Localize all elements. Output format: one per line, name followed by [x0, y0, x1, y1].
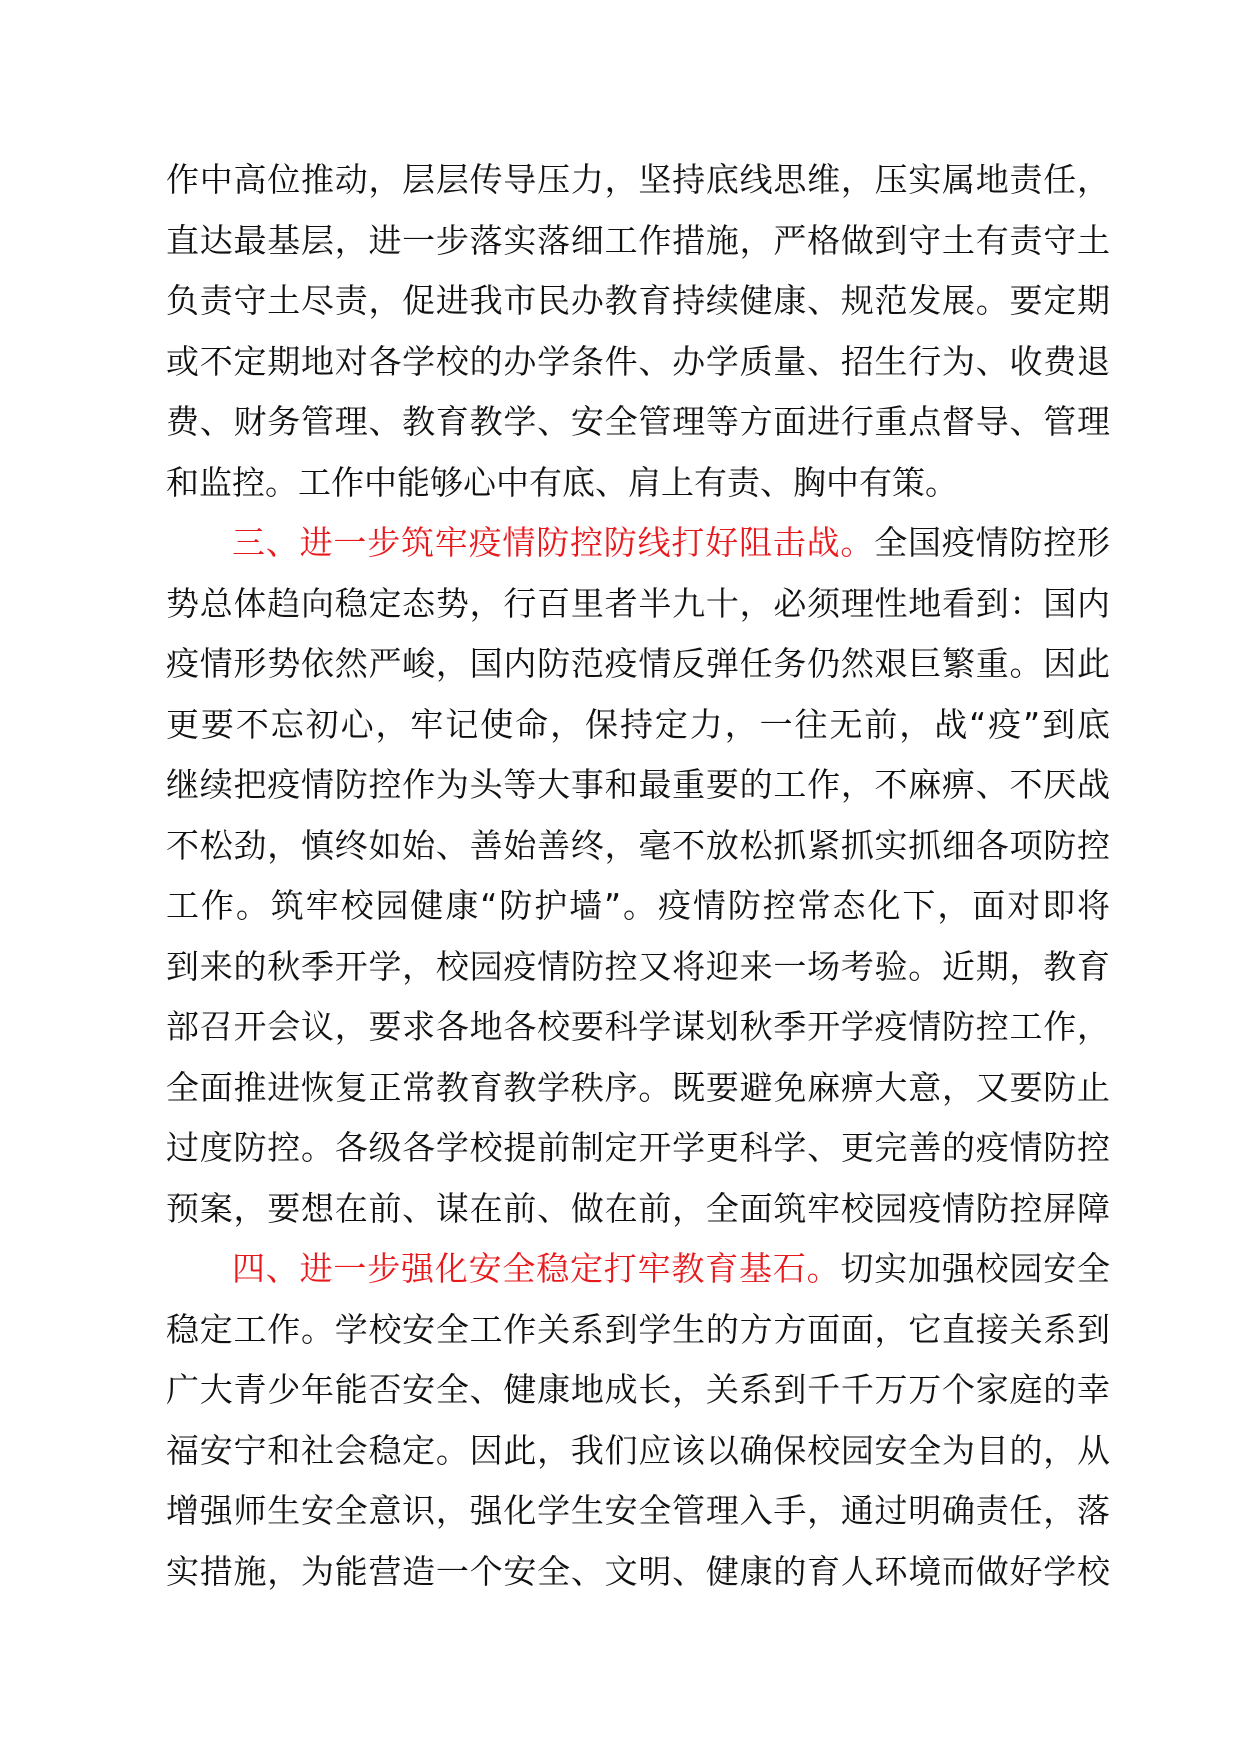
body-line: 部召开会议，要求各地各校要科学谋划秋季开学疫情防控工作，	[166, 1007, 1110, 1046]
body-line: 到来的秋季开学，校园疫情防控又将迎来一场考验。近期，教育	[166, 946, 1110, 986]
body-line: 实措施，为能营造一个安全、文明、健康的育人环境而做好学校	[166, 1551, 1110, 1591]
body-line: 广大青少年能否安全、健康地成长，关系到千千万万个家庭的幸	[166, 1370, 1110, 1409]
body-line: 势总体趋向稳定态势，行百里者半九十，必须理性地看到：国内	[166, 583, 1110, 623]
section4-heading: 四、进一步强化安全稳定打牢教育基石。	[232, 1249, 841, 1288]
body-line: 疫情形势依然严峻，国内防范疫情反弹任务仍然艰巨繁重。因此	[166, 644, 1110, 683]
body-line: 增强师生安全意识，强化学生安全管理入手，通过明确责任，落	[166, 1491, 1110, 1530]
body-line: 直达最基层，进一步落实落细工作措施，严格做到守土有责守土	[166, 220, 1110, 260]
document-body	[166, 150, 1110, 1602]
body-line: 福安宁和社会稳定。因此，我们应该以确保校园安全为目的，从	[166, 1430, 1110, 1470]
body-line: 过度防控。各级各学校提前制定开学更科学、更完善的疫情防控	[166, 1128, 1110, 1167]
section3-first-line-text: 全国疫情防控形	[874, 523, 1111, 562]
body-line: 作中高位推动，层层传导压力，坚持底线思维，压实属地责任，	[166, 160, 1110, 199]
body-line: 更要不忘初心，牢记使命，保持定力，一往无前，战“疫”到底	[166, 704, 1110, 744]
body-line: 和监控。工作中能够心中有底、肩上有责、胸中有策。	[166, 462, 958, 502]
section4-first-line	[166, 1239, 1110, 1300]
body-line: 费、财务管理、教育教学、安全管理等方面进行重点督导、管理	[166, 402, 1110, 441]
section4-first-line-text: 切实加强校园安全	[840, 1249, 1111, 1288]
body-line: 工作。筑牢校园健康“防护墙”。疫情防控常态化下，面对即将	[166, 886, 1110, 925]
body-line: 预案，要想在前、谋在前、做在前，全面筑牢校园疫情防控屏障	[166, 1188, 1110, 1228]
section3-heading: 三、进一步筑牢疫情防控防线打好阻击战。	[232, 523, 875, 562]
body-line: 继续把疫情防控作为头等大事和最重要的工作，不麻痹、不厌战	[166, 765, 1110, 804]
body-line: 负责守土尽责，促进我市民办教育持续健康、规范发展。要定期	[166, 281, 1110, 320]
body-line: 不松劲，慎终如始、善始善终，毫不放松抓紧抓实抓细各项防控	[166, 825, 1110, 865]
body-line: 全面推进恢复正常教育教学秩序。既要避免麻痹大意，又要防止	[166, 1067, 1110, 1107]
body-line: 或不定期地对各学校的办学条件、办学质量、招生行为、收费退	[166, 341, 1110, 381]
body-line: 稳定工作。学校安全工作关系到学生的方方面面，它直接关系到	[166, 1309, 1110, 1349]
section3-first-line	[166, 513, 1110, 574]
